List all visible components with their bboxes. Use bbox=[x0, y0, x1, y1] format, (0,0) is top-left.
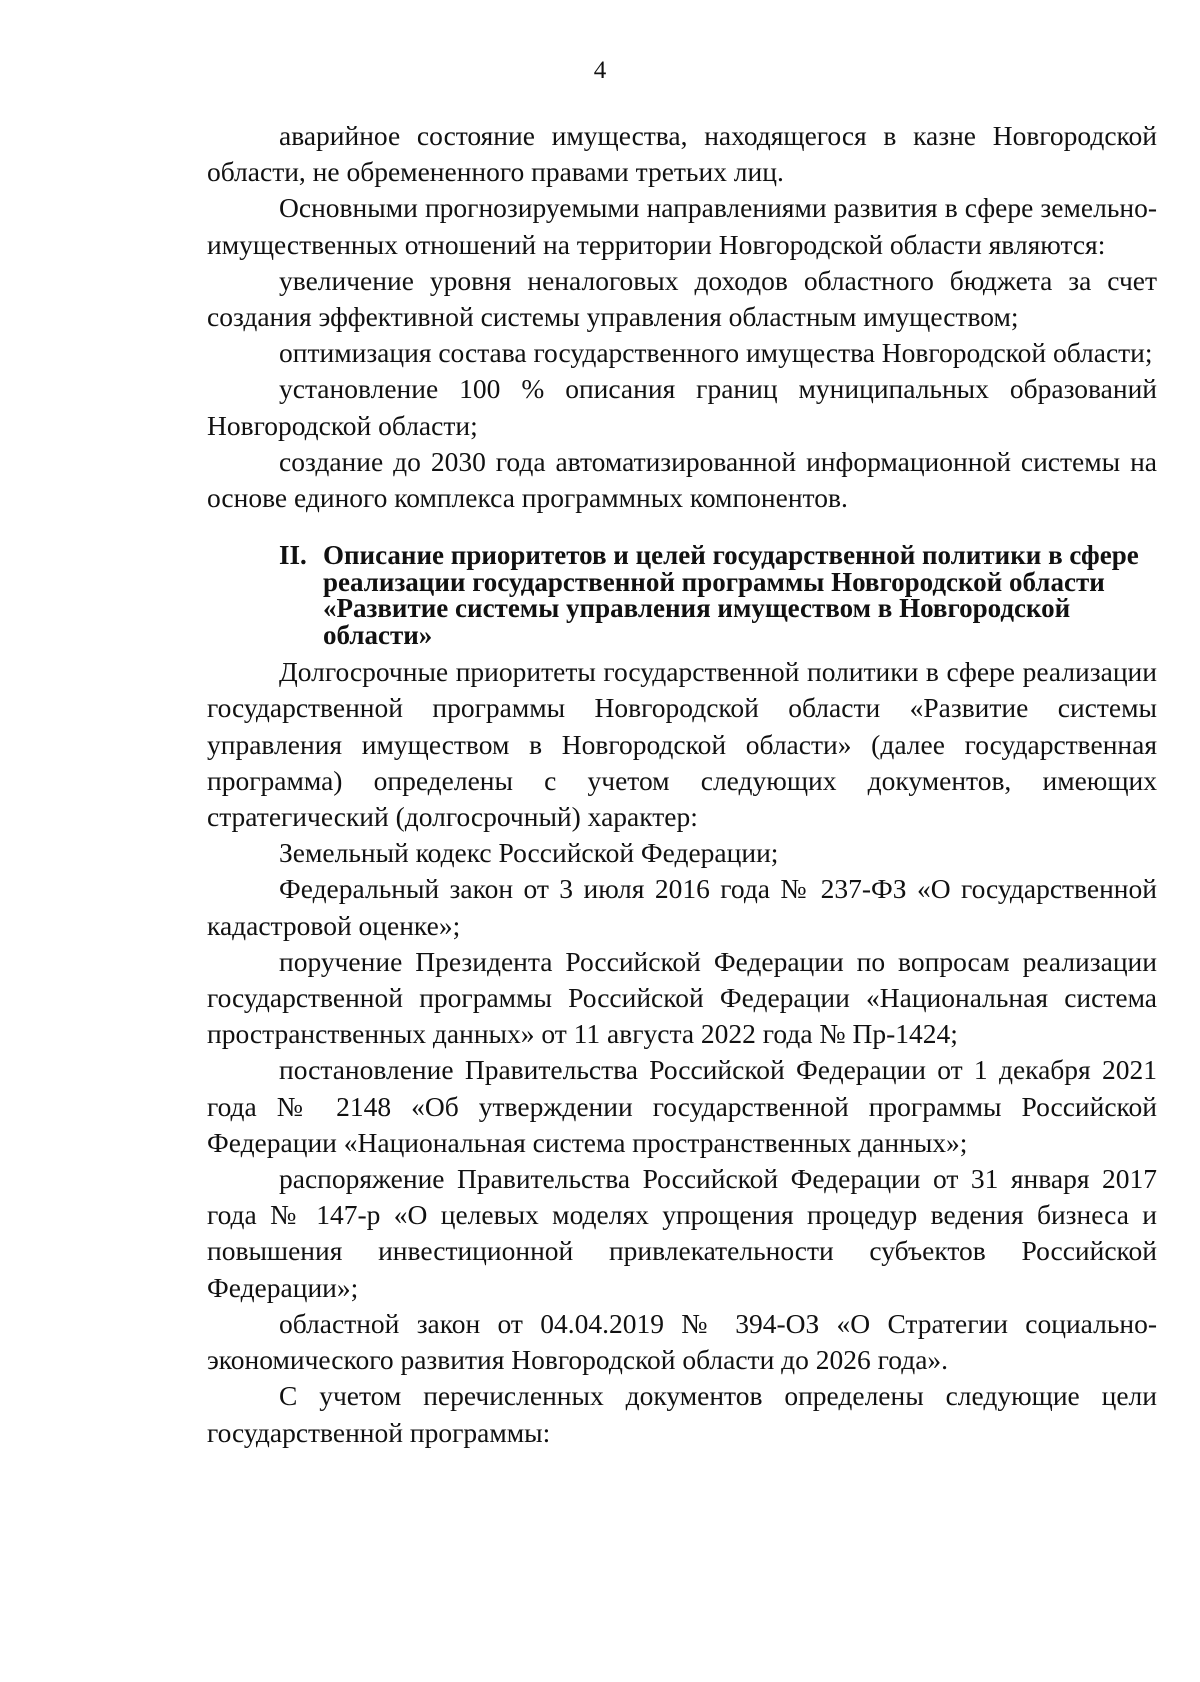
paragraph: аварийное состояние имущества, находящегося в казне Новгородской области, не обремененного правами третьих лиц. bbox=[207, 120, 1157, 188]
document-body bbox=[207, 118, 1157, 1451]
page-number: 4 bbox=[593, 57, 607, 84]
paragraph: С учетом перечисленных документов определены следующие цели государственной программы: bbox=[207, 1380, 1157, 1448]
paragraph: оптимизация состава государственного имущества Новгородской области; bbox=[279, 337, 1153, 369]
paragraph: Земельный кодекс Российской Федерации; bbox=[279, 837, 779, 869]
section-number: II. bbox=[279, 540, 307, 571]
paragraph: увеличение уровня неналоговых доходов областного бюджета за счет создания эффективной системы управления областным имуществом; bbox=[207, 264, 1157, 333]
paragraph: Федеральный закон от 3 июля 2016 года № 237-ФЗ «О государственной кадастровой оценке»; bbox=[207, 873, 1157, 941]
section-heading bbox=[279, 542, 1157, 648]
section-title: Описание приоритетов и целей государственной политики в сфере реализации государственной программы Новгородской области «Развитие системы управления имуществом в Новгородской области» bbox=[323, 540, 1139, 650]
paragraph: поручение Президента Российской Федерации по вопросам реализации государственной программы Российской Федерации «Национальная система пространственных данных» от 11 августа 2022 года № Пр-1424; bbox=[207, 945, 1157, 1050]
paragraph: областной закон от 04.04.2019 № 394-ОЗ «О Стратегии социально-экономического развития Новгородской области до 2026 года». bbox=[207, 1307, 1157, 1376]
paragraph: постановление Правительства Российской Федерации от 1 декабря 2021 года № 2148 «Об утверждении государственной программы Российской Федерации «Национальная система пространственных данных»; bbox=[207, 1054, 1157, 1158]
paragraph: Основными прогнозируемыми направлениями развития в сфере земельно-имущественных отношений на территории Новгородской области являются: bbox=[207, 192, 1157, 260]
paragraph: создание до 2030 года автоматизированной информационной системы на основе единого комплекса программных компонентов. bbox=[207, 445, 1157, 514]
paragraph: установление 100 % описания границ муниципальных образований Новгородской области; bbox=[207, 373, 1157, 441]
paragraph: распоряжение Правительства Российской Федерации от 31 января 2017 года № 147-р «О целевых моделях упрощения процедур ведения бизнеса и повышения инвестиционной привлекательности субъектов Российской Федерации»; bbox=[207, 1163, 1157, 1303]
paragraph: Долгосрочные приоритеты государственной политики в сфере реализации государственной программы Новгородской области «Развитие системы управления имуществом в Новгородской области» (далее государственная программа) определены с учетом следующих документов, имеющих стратегический (долгосрочный) характер: bbox=[207, 656, 1157, 833]
